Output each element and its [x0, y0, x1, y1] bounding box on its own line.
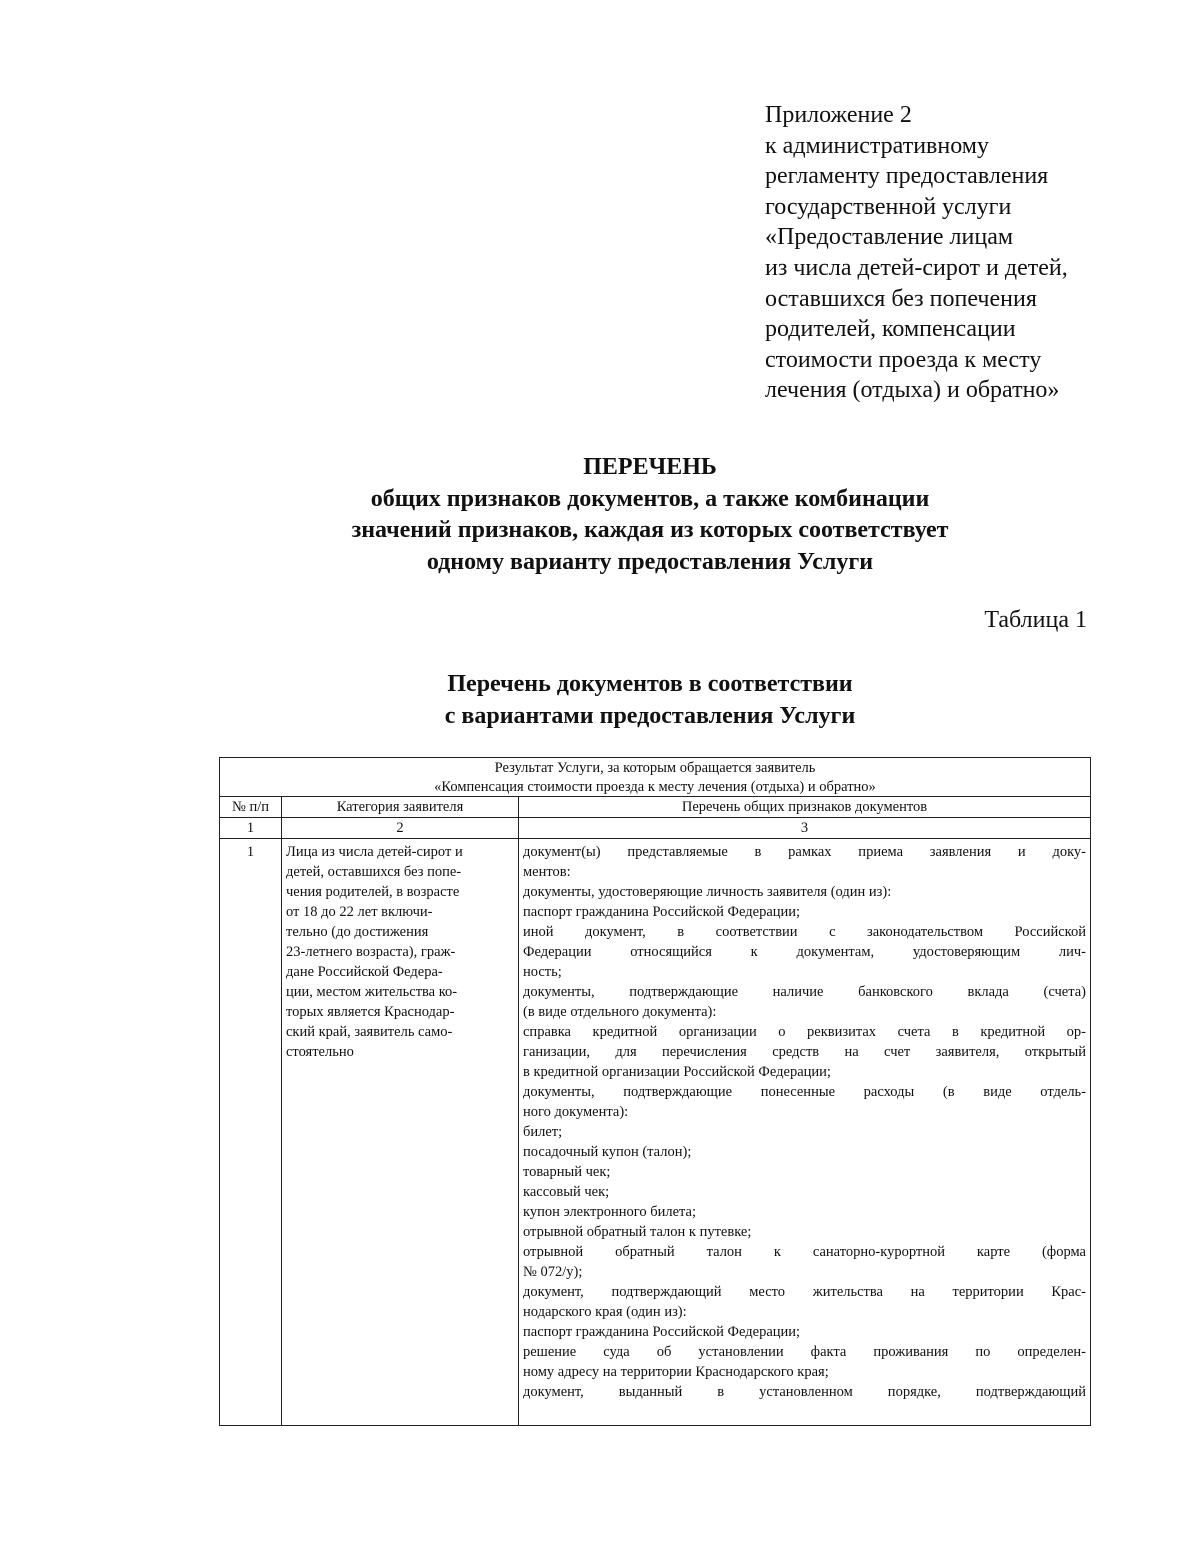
- document-line: документы, подтверждающие наличие банковского вклада (счета): [523, 984, 1086, 1000]
- result-header-row: [220, 758, 1091, 797]
- document-line: купон электронного билета;: [523, 1204, 697, 1220]
- document-line: посадочный купон (талон);: [523, 1144, 692, 1160]
- appendix-line: Приложение 2: [765, 102, 912, 128]
- document-line: паспорт гражданина Российской Федерации;: [523, 1324, 801, 1340]
- document-line: иной документ, в соответствии с законодательством Российской: [523, 924, 1086, 940]
- document-line: в кредитной организации Российской Федерации;: [523, 1064, 831, 1080]
- column-header: Перечень общих признаков документов: [519, 797, 1091, 818]
- table-title-line: Перечень документов в соответствии: [447, 671, 853, 697]
- result-header-line: «Компенсация стоимости проезда к месту лечения (отдыха) и обратно»: [434, 778, 876, 795]
- document-line: паспорт гражданина Российской Федерации;: [523, 904, 801, 920]
- title-line: значений признаков, каждая из которых соответствует: [351, 517, 949, 543]
- category-line: детей, оставшихся без попе-: [286, 864, 462, 880]
- document-line: ного документа):: [523, 1104, 629, 1120]
- appendix-line: стоимости проезда к месту: [765, 346, 1042, 373]
- document-line: отрывной обратный талон к путевке;: [523, 1224, 752, 1240]
- document-line: документ, подтверждающий место жительства на территории Крас-: [523, 1284, 1086, 1300]
- appendix-line: регламенту предоставления: [765, 163, 1049, 190]
- appendix-line: государственной услуги: [765, 193, 1012, 220]
- category-line: ский край, заявитель само-: [286, 1024, 453, 1040]
- appendix-line: оставшихся без попечения: [765, 285, 1037, 312]
- column-number: 1: [220, 818, 282, 839]
- table-label: Таблица 1: [984, 607, 1087, 633]
- document-line: ному адресу на территории Краснодарского края;: [523, 1364, 829, 1380]
- category-line: торых является Краснодар-: [286, 1004, 455, 1020]
- category-line: дане Российской Федера-: [286, 964, 443, 980]
- document-line: документы, удостоверяющие личность заявителя (один из):: [523, 884, 892, 900]
- applicant-category: [282, 839, 519, 1426]
- appendix-line: из числа детей-сирот и детей,: [765, 254, 1068, 281]
- category-line: стоятельно: [286, 1044, 354, 1060]
- result-header-cell: [220, 758, 1091, 797]
- category-line: чения родителей, в возрасте: [286, 884, 460, 900]
- title-heading: ПЕРЕЧЕНЬ: [583, 454, 717, 480]
- column-number: 2: [282, 818, 519, 839]
- column-header: Категория заявителя: [282, 797, 519, 818]
- title-line: одному варианту предоставления Услуги: [426, 548, 874, 575]
- document-line: ментов:: [523, 864, 571, 880]
- documents-table: [219, 757, 1091, 1426]
- table-row: [220, 839, 1091, 1426]
- document-line: справка кредитной организации о реквизитах счета в кредитной ор-: [523, 1024, 1086, 1040]
- table-title: [0, 668, 1200, 732]
- title-line: общих признаков документов, а также комбинации: [370, 485, 930, 512]
- document-line: билет;: [523, 1124, 563, 1140]
- document-line: отрывной обратный талон к санаторно-курортной карте (форма: [523, 1244, 1086, 1260]
- category-line: тельно (до достижения: [286, 924, 429, 940]
- document-line: ность;: [523, 964, 562, 980]
- document-line: ганизации, для перечисления средств на счет заявителя, открытый: [523, 1044, 1086, 1060]
- document-line: № 072/у);: [523, 1264, 583, 1280]
- category-line: ции, местом жительства ко-: [286, 984, 458, 1000]
- document-line: документ(ы) представляемые в рамках приема заявления и доку-: [523, 844, 1086, 860]
- document-line: документ, выданный в установленном порядке, подтверждающий: [523, 1384, 1086, 1400]
- document-line: решение суда об установлении факта проживания по определен-: [523, 1344, 1086, 1360]
- document-line: кассовый чек;: [523, 1184, 610, 1200]
- column-header-row: [220, 797, 1091, 818]
- column-header: № п/п: [220, 797, 282, 818]
- document-line: Федерации относящийся к документам, удостоверяющим лич-: [523, 944, 1086, 960]
- document-title: [0, 452, 1200, 578]
- appendix-line: родителей, компенсации: [765, 316, 1016, 343]
- row-number: 1: [220, 839, 282, 1426]
- column-number: 3: [519, 818, 1091, 839]
- column-number-row: [220, 818, 1091, 839]
- table-title-line: с вариантами предоставления Услуги: [444, 703, 856, 729]
- appendix-line: к административному: [765, 132, 989, 159]
- appendix-line: «Предоставление лицам: [765, 224, 1014, 251]
- document-line: документы, подтверждающие понесенные расходы (в виде отдель-: [523, 1084, 1086, 1100]
- result-header-line: Результат Услуги, за которым обращается заявитель: [494, 760, 816, 776]
- category-line: Лица из числа детей-сирот и: [286, 844, 463, 860]
- category-line: 23-летнего возраста), граж-: [286, 944, 456, 960]
- appendix-block: [765, 100, 1185, 406]
- document-line: товарный чек;: [523, 1164, 611, 1180]
- appendix-line: лечения (отдыха) и обратно»: [765, 377, 1060, 404]
- documents-list: [519, 839, 1091, 1426]
- document-line: (в виде отдельного документа):: [523, 1004, 717, 1020]
- category-line: от 18 до 22 лет включи-: [286, 904, 433, 920]
- document-line: нодарского края (один из):: [523, 1304, 687, 1320]
